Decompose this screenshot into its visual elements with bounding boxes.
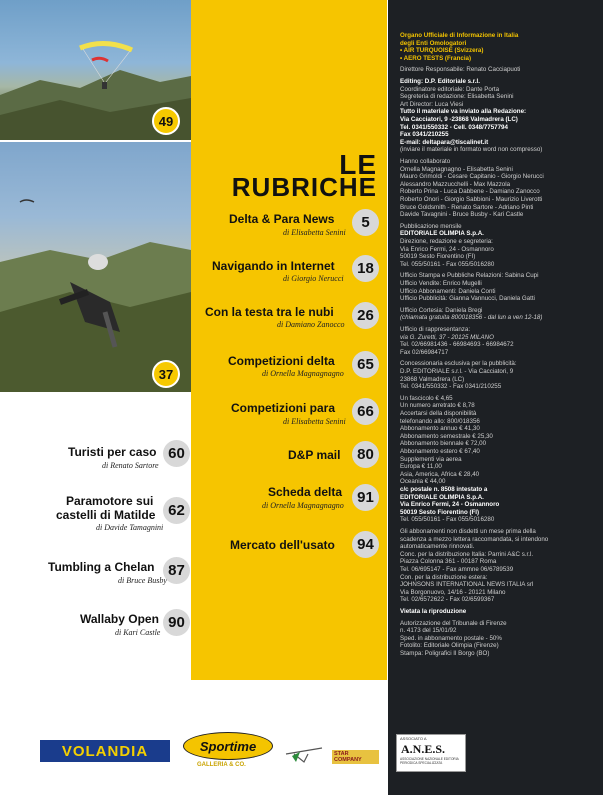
masthead-line: Tel. 055/50161 - Fax 055/5016280 — [400, 260, 495, 268]
masthead-line: Via Cacciatori, 9 -23868 Valmadrera (LC) — [400, 116, 518, 123]
masthead-line: Abbonamento biennale € 72,00 — [400, 440, 487, 448]
masthead-line: Fotolito: Editoriale Olimpia (Firenze) — [400, 642, 499, 650]
masthead-line: Concessionaria esclusiva per la pubblicità: — [400, 360, 517, 368]
entry-title: Paramotore sui — [66, 494, 154, 508]
masthead-line: Tutto il materiale va inviato alla Redazione: — [400, 108, 527, 116]
masthead-line: n. 4173 del 15/01/92 — [400, 627, 457, 635]
anes-title: A.N.E.S. — [401, 742, 446, 756]
masthead-line: Piazza Colonna 361 - 00187 Roma — [400, 558, 497, 566]
masthead-line: Abbonamento annuo € 41,30 — [400, 425, 480, 433]
masthead-line: Coordinatore editoriale: Dante Porta — [400, 85, 500, 93]
sportime-logo-text: Sportime — [199, 738, 257, 754]
page-number: 90 — [163, 609, 190, 636]
entry-title: Tumbling a Chelan — [48, 560, 155, 574]
page-number: 26 — [352, 302, 379, 329]
rubrica-title: D&P mail — [288, 448, 341, 462]
rubrica-title: Navigando in Internet — [212, 259, 335, 273]
entry-title: Wallaby Open — [80, 612, 159, 626]
masthead-line: c/c postale n. 8508 intestato a — [400, 486, 488, 493]
masthead-line: Autorizzazione del Tribunale di Firenze — [400, 619, 507, 627]
entry-author: di Bruce Busby — [118, 576, 167, 585]
masthead-line: Gli abbonamenti non disdetti un mese prima della — [400, 528, 536, 535]
masthead-line: E-mail: deltapara@tiscalinet.it — [400, 138, 489, 146]
masthead-line: 50019 Sesto Fiorentino (FI) — [400, 253, 476, 261]
paraglider-photo-bottom — [0, 142, 191, 392]
masthead-line: Conc. per la distribuzione Italia: Parrini A&C s.r.l. — [400, 550, 534, 558]
masthead-line: Via Enrico Fermi, 24 - Osmannoro — [400, 501, 500, 509]
masthead-line: Ufficio Vendite: Enrico Mugelli — [400, 280, 482, 287]
rubrica-title: Con la testa tra le nubi — [205, 305, 334, 319]
sportime-logo — [183, 732, 273, 774]
pilot-illustration — [0, 142, 191, 392]
masthead-line: Via Enrico Fermi, 24 - Osmannoro — [400, 245, 494, 253]
anes-logo — [396, 734, 466, 772]
page-number: 87 — [163, 557, 190, 584]
masthead-line: Accertarsi della disponibilità — [400, 410, 477, 417]
page-number: 65 — [352, 351, 379, 378]
rubrica-author: di Ornella Magnagnagno — [262, 369, 344, 378]
page-number: 60 — [163, 440, 190, 467]
heading-le: LE — [339, 149, 377, 180]
masthead-line: Ornella Magnagnagno - Elisabetta Senini — [400, 165, 513, 173]
masthead-line: Asia, America, Africa € 28,40 — [400, 470, 480, 478]
rubriche-panel — [191, 0, 387, 680]
entry-author: di Renato Sartore — [102, 461, 159, 470]
anes-subtitle: ASSOCIAZIONE NAZIONALE EDITORIA PERIODICA SPECIALIZZATA — [400, 757, 459, 765]
masthead-line: D.P. EDITORIALE s.r.l. - Via Cacciatori, 9 — [400, 368, 514, 375]
masthead-line: Direttore Responsabile: Renato Cacciapuoti — [400, 66, 521, 74]
masthead-line: Tel. 02/6572622 - Fax 02/6599367 — [400, 596, 495, 604]
masthead-line: • AERO TESTS (Francia) — [400, 54, 472, 62]
rubrica-title: Delta & Para News — [229, 212, 335, 226]
masthead-line: Roberto Prina - Luca Dabbene - Damiano Zanocco — [400, 188, 540, 196]
anes-caption: ASSOCIATO A — [400, 736, 427, 741]
masthead-line: EDITORIALE OLIMPIA S.p.A. — [400, 230, 484, 238]
masthead-line: Ufficio Stampa e Pubbliche Relazioni: Sabina Cupi — [400, 272, 539, 280]
masthead-line: Editing: D.P. Editoriale s.r.l. — [400, 78, 480, 85]
masthead-line: Segreteria di redazione: Elisabetta Senini — [400, 93, 514, 101]
masthead-line: Abbonamento estero € 67,40 — [400, 448, 480, 455]
volandia-logo — [40, 740, 170, 762]
entry-author: di Kari Castle — [115, 628, 161, 637]
page-number: 5 — [352, 209, 379, 236]
masthead-line: Sped. in abbonamento postale - 50% — [400, 634, 502, 642]
masthead-line: Vietata la riproduzione — [400, 608, 467, 615]
masthead-line: Davide Tavagnini - Bruce Busby - Kari Castle — [400, 211, 524, 219]
masthead-line: Via Borgonuovo, 14/16 - 20121 Milano — [400, 588, 506, 596]
entry-title: Turisti per caso — [68, 445, 157, 459]
page-number: 18 — [352, 255, 379, 282]
masthead-line: Oceania € 44,00 — [400, 478, 446, 486]
masthead-line: Alessandro Mazzucchelli - Max Mazzola — [400, 180, 511, 188]
masthead-line: degli Enti Omologatori — [400, 39, 467, 47]
masthead-line: 50019 Sesto Fiorentino (FI) — [400, 508, 480, 516]
glider-icon — [284, 742, 324, 764]
masthead-line: Un fascicolo € 4,65 — [400, 394, 453, 402]
rubrica-title: Competizioni delta — [228, 354, 335, 368]
masthead-line: automaticamente rinnovati. — [400, 543, 475, 551]
masthead-line: Tel. 0341/550332 - Fax 0341/210255 — [400, 383, 502, 391]
masthead-line: (chiamata gratuita 800018356 - dal lun a ven 12-18) — [400, 314, 543, 322]
masthead-line: Con. per la distribuzione estera: — [400, 573, 488, 581]
rubrica-title: Mercato dell'usato — [230, 538, 335, 552]
sportime-subtitle: GALLERIA & CO. — [197, 762, 246, 768]
page-number: 66 — [352, 398, 379, 425]
masthead-line: Tel. 06/695147 - Fax ammne 06/6789539 — [400, 566, 514, 573]
masthead-line: Supplementi via aerea — [400, 455, 462, 463]
masthead-line: Tel. 02/66981436 - 66984693 - 66984672 — [400, 341, 514, 349]
masthead-line: Abbonamento semestrale € 25,30 — [400, 432, 493, 440]
entry-author: di Davide Tamagnini — [96, 523, 164, 532]
masthead-line: telefonando allo: 800/018356 — [400, 417, 480, 425]
masthead-line: Fax 02/66984717 — [400, 348, 449, 356]
masthead-line: (inviare il materiale in formato word non compresso) — [400, 146, 543, 154]
masthead-line: Un numero arretrato € 8,78 — [400, 402, 475, 410]
masthead-line: Roberto Onori - Giorgio Sabbioni - Maurizio Liverotti — [400, 196, 543, 203]
rubrica-author: di Giorgio Nerucci — [283, 274, 344, 283]
masthead-line: Bruce Goldsmith - Renato Sartore - Adriano Pinti — [400, 203, 534, 211]
masthead-line: via G. Zuretti, 37 - 20125 MILANO — [400, 333, 494, 341]
masthead-line: EDITORIALE OLIMPIA S.p.A. — [400, 493, 484, 501]
masthead-line: Tel. 0341/550332 - Cell. 0348/7757794 — [400, 123, 508, 131]
paraglider-photo-top — [0, 0, 191, 140]
volandia-logo-text: VOLANDIA — [61, 742, 149, 760]
rubrica-title: Scheda delta — [268, 485, 343, 499]
heading-rubriche: RUBRICHE — [231, 172, 377, 202]
masthead-line: Ufficio Abbonamenti: Daniela Conti — [400, 287, 496, 295]
masthead-line: scadenza a mezzo lettera raccomandata, si intendono — [400, 535, 549, 543]
star-company-logo — [284, 742, 379, 766]
masthead-line: Ufficio Cortesia: Daniela Bregi — [400, 306, 483, 314]
masthead-line: Art Director: Luca Viesi — [400, 100, 464, 108]
masthead-line: Ufficio di rappresentanza: — [400, 326, 471, 333]
masthead-line: Organo Ufficiale di Informazione in Italia — [400, 32, 519, 39]
masthead-line: Mauro Grimoldi - Cesare Capitanio - Giorgio Nerucci — [400, 173, 544, 181]
page-number: 62 — [163, 497, 190, 524]
masthead-line: Pubblicazione mensile — [400, 222, 462, 230]
page-number: 91 — [352, 484, 379, 511]
rubrica-author: di Elisabetta Senini — [283, 417, 346, 426]
rubrica-title: Competizioni para — [231, 401, 336, 415]
star-company-text: STAR COMPANY — [332, 750, 379, 764]
rubrica-author: di Ornella Magnagnagno — [262, 501, 344, 510]
masthead-line: 23868 Valmadrera (LC) — [400, 375, 465, 383]
rubrica-author: di Elisabetta Senini — [283, 228, 346, 237]
page-badge: 49 — [152, 107, 180, 135]
masthead-line: JOHNSONS INTERNATIONAL NEWS ITALIA srl — [400, 581, 534, 589]
masthead-line: Stampa: Poligrafici Il Borgo (BO) — [400, 650, 490, 657]
masthead-line: Ufficio Pubblicità: Gianna Vannucci, Daniela Gatti — [400, 295, 535, 303]
page-badge: 37 — [152, 360, 180, 388]
masthead-line: Europa € 11,00 — [400, 463, 442, 471]
masthead-line: Direzione, redazione e segreteria: — [400, 238, 493, 245]
page-number: 80 — [352, 441, 379, 468]
rubrica-author: di Damiano Zanocco — [277, 320, 345, 329]
masthead-line: Fax 0341/210255 — [400, 131, 449, 139]
masthead-line: Hanno collaborato — [400, 158, 451, 165]
page-number: 94 — [352, 531, 379, 558]
masthead-line: Tel. 055/50161 - Fax 055/5016280 — [400, 516, 495, 524]
masthead-line: • AIR TURQUOISE (Svizzera) — [400, 47, 484, 55]
entry-title-line2: castelli di Matilde — [56, 508, 156, 522]
